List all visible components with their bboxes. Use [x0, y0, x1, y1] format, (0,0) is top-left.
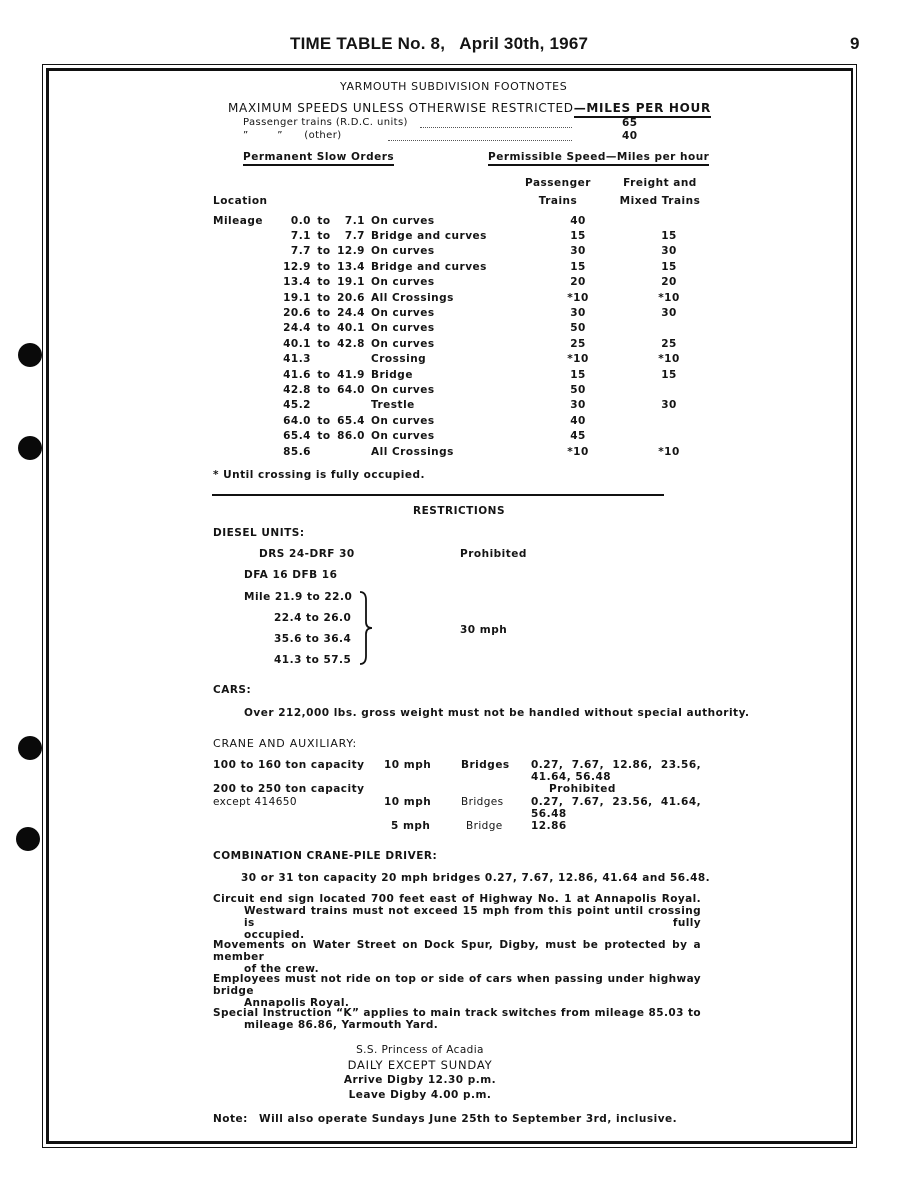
crane-bridges: 0.27, 7.67, 23.56, 41.64,: [531, 796, 702, 808]
mileage-label: [213, 413, 273, 428]
to-word: to: [317, 414, 331, 427]
mileage-from: 41.6: [283, 368, 311, 381]
slow-order-row: [213, 321, 715, 336]
crane-capacity-exception: except 414650: [213, 796, 297, 808]
crane-bridges: 12.86: [531, 820, 567, 832]
to-word: to: [317, 245, 331, 258]
punch-hole: [18, 736, 42, 760]
location-desc: Bridge and curves: [371, 230, 487, 243]
mileage-to: 12.9: [337, 245, 365, 258]
passenger-speed: *10: [567, 291, 589, 304]
instruction-paragraph: [213, 1007, 701, 1031]
mileage-from: 45.2: [283, 399, 311, 412]
location-desc: On curves: [371, 414, 435, 427]
slow-order-row: [213, 228, 715, 243]
mileage-from: 24.4: [283, 322, 311, 335]
mileage-label: [213, 336, 273, 351]
mileage-from: 7.1: [290, 230, 311, 243]
location-desc: All Crossings: [371, 445, 454, 458]
page-number: 9: [850, 34, 860, 53]
paragraph-line: Movements on Water Street on Dock Spur, Digby, must be protected by a member: [213, 939, 701, 963]
max-speed-label: Passenger trains (R.D.C. units): [243, 117, 408, 128]
mileage-from: 0.0: [290, 214, 311, 227]
diesel-unit-2: DFA 16 DFB 16: [244, 569, 338, 581]
mile-range: Mile 21.9 to 22.0: [244, 591, 353, 603]
mileage-label: [213, 321, 273, 336]
slow-order-row: [213, 444, 715, 459]
freight-speed: 25: [661, 337, 677, 350]
freight-speed: 15: [661, 230, 677, 243]
to-word: [311, 352, 337, 367]
to-word: to: [317, 430, 331, 443]
passenger-speed: *10: [567, 353, 589, 366]
mileage-label: [213, 428, 273, 443]
to-word: to: [317, 230, 331, 243]
mileage-from: 41.3: [283, 353, 311, 366]
crane-capacity: 200 to 250 ton capacity: [213, 783, 365, 795]
slow-order-row: [213, 259, 715, 274]
col-freight-1: Freight and: [623, 177, 697, 189]
slow-order-row: [213, 367, 715, 382]
to-word: [311, 398, 337, 413]
paragraph-line: Circuit end sign located 700 feet east of Highway No. 1 at Annapolis Royal.: [213, 893, 701, 905]
permissible-heading-text: Permissible Speed: [488, 151, 606, 166]
crane-speed: 10 mph: [384, 759, 432, 771]
passenger-speed: 30: [570, 307, 586, 320]
location-desc: On curves: [371, 307, 435, 320]
mileage-to: 40.1: [337, 322, 365, 335]
mile-ranges-speed: 30 mph: [460, 624, 508, 636]
mileage-to: 7.1: [344, 214, 365, 227]
slow-order-row: [213, 275, 715, 290]
freight-speed: [623, 428, 715, 443]
freight-speed: *10: [658, 291, 680, 304]
location-desc: On curves: [371, 276, 435, 289]
col-passenger-2: Trains: [538, 195, 578, 207]
to-word: to: [317, 368, 331, 381]
passenger-speed: 50: [570, 322, 586, 335]
passenger-speed: 15: [570, 260, 586, 273]
ship-schedule: [330, 1043, 510, 1103]
freight-speed: [623, 382, 715, 397]
freight-speed: 15: [661, 260, 677, 273]
mileage-label: [213, 305, 273, 320]
ship-arrive: Arrive Digby 12.30 p.m.: [343, 1074, 497, 1086]
to-word: to: [317, 260, 331, 273]
mile-range: 35.6 to 36.4: [274, 633, 352, 645]
mileage-from: 7.7: [290, 245, 311, 258]
col-location: Location: [213, 195, 268, 207]
mileage-from: 85.6: [283, 445, 311, 458]
crane-bridges-cont: 41.64, 56.48: [531, 771, 612, 783]
slow-order-row: [213, 428, 715, 443]
location-desc: Bridge: [371, 368, 413, 381]
mileage-to: [337, 444, 365, 459]
mileage-from: 40.1: [283, 337, 311, 350]
passenger-speed: 40: [570, 414, 586, 427]
paragraph-line: Employees must not ride on top or side of cars when passing under highway bridge: [213, 973, 701, 997]
paragraph-line: occupied.: [244, 929, 305, 941]
max-speeds-unit: —MILES PER HOUR: [574, 101, 711, 118]
mileage-label: [213, 352, 273, 367]
to-word: to: [317, 337, 331, 350]
diesel-heading: DIESEL UNITS:: [213, 527, 305, 539]
leader-dots: [388, 140, 572, 141]
freight-speed: *10: [658, 353, 680, 366]
ship-schedule-days: DAILY EXCEPT SUNDAY: [347, 1058, 493, 1072]
slow-order-row: [213, 290, 715, 305]
freight-speed: *10: [658, 445, 680, 458]
max-speed-value: 65: [622, 117, 638, 129]
passenger-speed: 45: [570, 430, 586, 443]
mileage-from: 64.0: [283, 414, 311, 427]
mileage-to: 86.0: [337, 430, 365, 443]
crane-speed: 5 mph: [391, 820, 431, 832]
mileage-label: [213, 259, 273, 274]
slow-order-row: [213, 352, 715, 367]
freight-speed: 30: [661, 307, 677, 320]
mileage-label: Mileage: [213, 214, 263, 227]
ship-name: S.S. Princess of Acadia: [356, 1044, 484, 1056]
slow-order-row: [213, 382, 715, 397]
slow-order-row: [213, 244, 715, 259]
mileage-to: 42.8: [337, 337, 365, 350]
location-desc: On curves: [371, 322, 435, 335]
mileage-to: 20.6: [337, 291, 365, 304]
section-divider: [212, 494, 664, 496]
passenger-speed: 15: [570, 230, 586, 243]
mileage-label: [213, 367, 273, 382]
crane-bridges-cont: 56.48: [531, 808, 567, 820]
location-desc: On curves: [371, 245, 435, 258]
passenger-speed: *10: [567, 445, 589, 458]
paragraph-line: of the crew.: [244, 963, 320, 975]
crane-capacity: 100 to 160 ton capacity: [213, 759, 365, 771]
mileage-label: [213, 228, 273, 243]
freight-speed: [623, 321, 715, 336]
slow-orders-table: [213, 213, 715, 459]
mileage-to: 7.7: [344, 230, 365, 243]
punch-hole: [18, 343, 42, 367]
mileage-to: [337, 398, 365, 413]
mileage-from: 20.6: [283, 307, 311, 320]
right-brace-icon: [358, 590, 376, 666]
instruction-paragraph: [213, 973, 701, 1009]
mileage-label: [213, 382, 273, 397]
location-desc: On curves: [371, 430, 435, 443]
passenger-speed: 50: [570, 383, 586, 396]
mileage-to: 41.9: [337, 368, 365, 381]
cars-heading: CARS:: [213, 684, 252, 696]
max-speeds-heading: [228, 101, 711, 115]
mileage-to: 24.4: [337, 307, 365, 320]
mileage-label: [213, 398, 273, 413]
note-label: Note:: [213, 1113, 248, 1125]
punch-hole: [16, 827, 40, 851]
footnotes-title: YARMOUTH SUBDIVISION FOOTNOTES: [340, 80, 568, 93]
instruction-paragraph: [213, 939, 701, 975]
location-desc: On curves: [371, 383, 435, 396]
to-word: to: [317, 214, 331, 227]
diesel-unit-1-status: Prohibited: [460, 548, 527, 560]
mile-range: 41.3 to 57.5: [274, 654, 352, 666]
paragraph-line: Westward trains must not exceed 15 mph from this point until crossing is fully: [244, 905, 701, 929]
freight-speed: 30: [661, 245, 677, 258]
note-text: Will also operate Sundays June 25th to September 3rd, inclusive.: [259, 1113, 678, 1125]
col-passenger-1: Passenger: [525, 177, 591, 189]
freight-speed: 20: [661, 276, 677, 289]
passenger-speed: 20: [570, 276, 586, 289]
punch-hole: [18, 436, 42, 460]
slow-order-row: [213, 336, 715, 351]
location-desc: Trestle: [371, 399, 415, 412]
slow-order-row: [213, 398, 715, 413]
slow-order-row: [213, 413, 715, 428]
mileage-to: 64.0: [337, 383, 365, 396]
mileage-from: 19.1: [283, 291, 311, 304]
pile-driver-heading: COMBINATION CRANE-PILE DRIVER:: [213, 850, 438, 862]
location-desc: Crossing: [371, 353, 427, 366]
to-word: to: [317, 291, 331, 304]
passenger-speed: 25: [570, 337, 586, 350]
passenger-speed: 30: [570, 399, 586, 412]
col-freight-2: Mixed Trains: [619, 195, 701, 207]
crane-status: Prohibited: [549, 783, 616, 795]
to-word: to: [317, 276, 331, 289]
paragraph-line: mileage 86.86, Yarmouth Yard.: [244, 1019, 439, 1031]
to-word: to: [317, 307, 331, 320]
to-word: to: [317, 322, 331, 335]
slow-order-row: [213, 305, 715, 320]
mileage-from: 42.8: [283, 383, 311, 396]
location-desc: Bridge and curves: [371, 260, 487, 273]
crane-type: Bridges: [461, 796, 504, 808]
max-speeds-heading-text: MAXIMUM SPEEDS UNLESS OTHERWISE RESTRICTED: [228, 101, 574, 115]
freight-speed: [623, 413, 715, 428]
freight-speed: 15: [661, 368, 677, 381]
to-word: [311, 444, 337, 459]
page-header-title: TIME TABLE No. 8, April 30th, 1967: [290, 34, 589, 53]
mileage-label: [213, 275, 273, 290]
pile-driver-text: 30 or 31 ton capacity 20 mph bridges 0.27, 7.67, 12.86, 41.64 and 56.48.: [241, 872, 711, 884]
restrictions-title: RESTRICTIONS: [413, 505, 506, 517]
mile-range: 22.4 to 26.0: [274, 612, 352, 624]
location-desc: On curves: [371, 214, 435, 227]
passenger-speed: 40: [570, 214, 586, 227]
freight-speed: 30: [661, 399, 677, 412]
ship-leave: Leave Digby 4.00 p.m.: [348, 1089, 492, 1101]
location-desc: All Crossings: [371, 291, 454, 304]
leader-dots: [420, 127, 572, 128]
permissible-heading: [488, 151, 709, 163]
crane-type: Bridge: [466, 820, 503, 832]
freight-speed: [623, 213, 715, 228]
mileage-label: [213, 290, 273, 305]
passenger-speed: 15: [570, 368, 586, 381]
mileage-from: 13.4: [283, 276, 311, 289]
slow-orders-heading: Permanent Slow Orders: [243, 151, 394, 166]
mileage-label: [213, 244, 273, 259]
mileage-from: 12.9: [283, 260, 311, 273]
diesel-unit-1: DRS 24-DRF 30: [259, 548, 355, 560]
max-speed-label: ” ” (other): [243, 130, 342, 141]
mileage-to: [337, 352, 365, 367]
crane-bridges: 0.27, 7.67, 12.86, 23.56,: [531, 759, 702, 771]
paragraph-line: Annapolis Royal.: [244, 997, 350, 1009]
paragraph-line: Special Instruction “K” applies to main track switches from mileage 85.03 to: [213, 1007, 701, 1019]
cars-text: Over 212,000 lbs. gross weight must not be handled without special authority.: [244, 707, 750, 719]
passenger-speed: 30: [570, 245, 586, 258]
max-speed-value: 40: [622, 130, 638, 142]
asterisk-note: * Until crossing is fully occupied.: [213, 469, 426, 481]
permissible-unit: —Miles per hour: [606, 151, 710, 166]
location-desc: On curves: [371, 337, 435, 350]
crane-speed: 10 mph: [384, 796, 432, 808]
mileage-from: 65.4: [283, 430, 311, 443]
mileage-to: 65.4: [337, 414, 365, 427]
mileage-to: 19.1: [337, 276, 365, 289]
crane-type: Bridges: [461, 759, 510, 771]
mileage-to: 13.4: [337, 260, 365, 273]
crane-heading: CRANE AND AUXILIARY:: [213, 737, 357, 750]
instruction-paragraph: [213, 893, 701, 941]
slow-order-row: [213, 213, 715, 228]
mileage-label: [213, 444, 273, 459]
to-word: to: [317, 383, 331, 396]
